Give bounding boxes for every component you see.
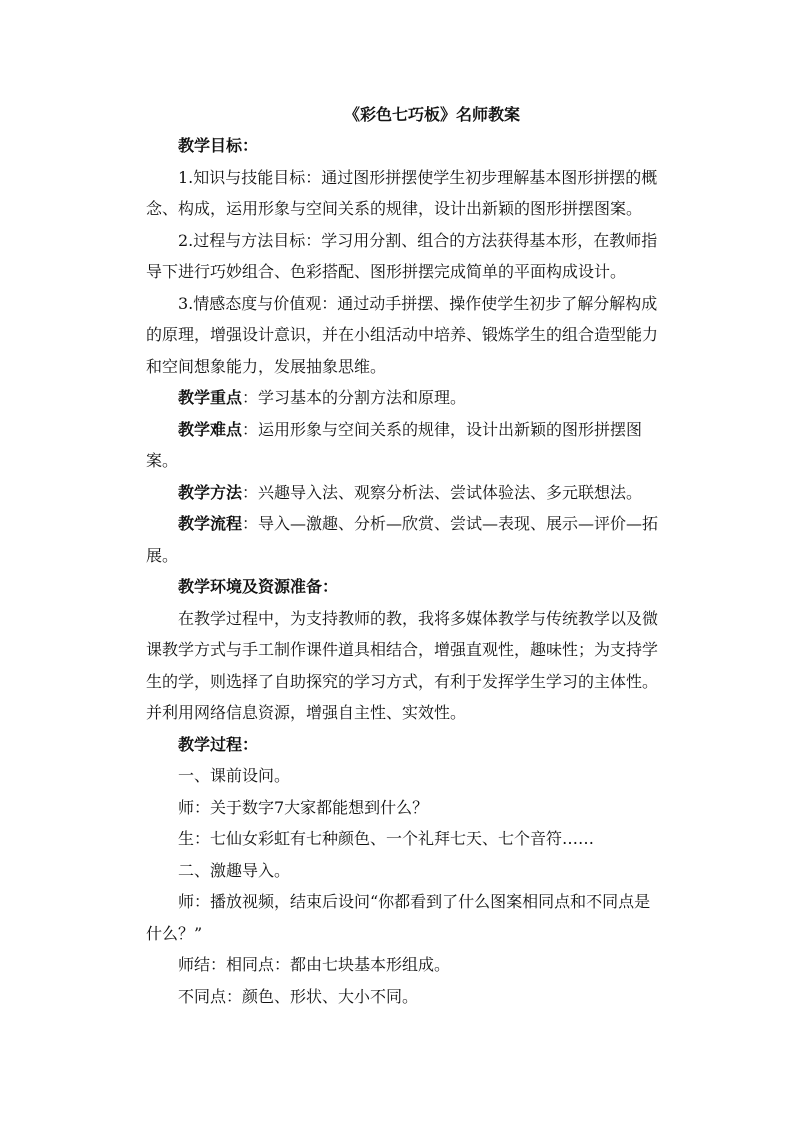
- key-point-label: 教学重点: [178, 388, 243, 407]
- methods-text: ：兴趣导入法、观察分析法、尝试体验法、多元联想法。: [242, 482, 643, 502]
- environment-text: 在教学过程中，为支持教师的教，我将多媒体教学与传统教学以及微课教学方式与手工制作课件道具相结合，增强直观性，趣味性；为支持学生的学，则选择了自助探究的学习方式，有利于发挥学生学习的主体性。并利用网络信息资源，增强自主性、实效性。: [146, 608, 659, 722]
- step-1: 一、课前设问。: [178, 766, 291, 785]
- teacher-question-1: 师：关于数字7大家都能想到什么？: [178, 797, 429, 817]
- teacher-summary: 师结：相同点：都由七块基本形组成。: [178, 955, 451, 974]
- difficulty-label: 教学难点: [178, 419, 243, 439]
- teacher-question-2: 师：播放视频，结束后设问“你都看到了什么图案相同点和不同点是什么？”: [146, 892, 651, 943]
- flow-label: 教学流程: [178, 514, 243, 533]
- difficulty-paragraph: [146, 414, 666, 477]
- step-2: 二、激趣导入。: [178, 860, 291, 880]
- methods-paragraph: [146, 477, 666, 509]
- document-title: 《彩色七巧板》名师教案: [343, 105, 520, 124]
- flow-text: ：导入—激趣、分析—欣赏、尝试—表现、展示—评价—拓展。: [146, 514, 659, 565]
- difference-text: 不同点：颜色、形状、大小不同。: [178, 986, 419, 1006]
- process-heading: 教学过程：: [178, 734, 259, 754]
- key-point-text: ：学习基本的分割方法和原理。: [242, 388, 467, 407]
- environment-heading: 教学环境及资源准备：: [178, 577, 339, 596]
- methods-label: 教学方法: [178, 482, 243, 502]
- objective-3: 3.情感态度与价值观：通过动手拼摆、操作使学生初步了解分解构成的原理，增强设计意识，并在小组活动中培养、锻炼学生的组合造型能力和空间想象能力，发展抽象思维。: [146, 293, 659, 376]
- student-answer-1: 生：七仙女彩虹有七种颜色、一个礼拜七天、七个音符……: [178, 829, 595, 848]
- objective-1: 1.知识与技能目标：通过图形拼摆使学生初步理解基本图形拼摆的概念、构成，运用形象与空间关系的规律，设计出新颖的图形拼摆图案。: [146, 167, 658, 218]
- objective-2: 2.过程与方法目标：学习用分割、组合的方法获得基本形，在教师指导下进行巧妙组合、色彩搭配、图形拼摆完成简单的平面构成设计。: [146, 230, 658, 281]
- key-point-paragraph: [146, 382, 666, 414]
- flow-paragraph: [146, 508, 666, 571]
- difficulty-text: ：运用形象与空间关系的规律，设计出新颖的图形拼摆图案。: [146, 419, 643, 470]
- document-body: [146, 130, 666, 1012]
- objectives-heading: 教学目标：: [178, 136, 259, 155]
